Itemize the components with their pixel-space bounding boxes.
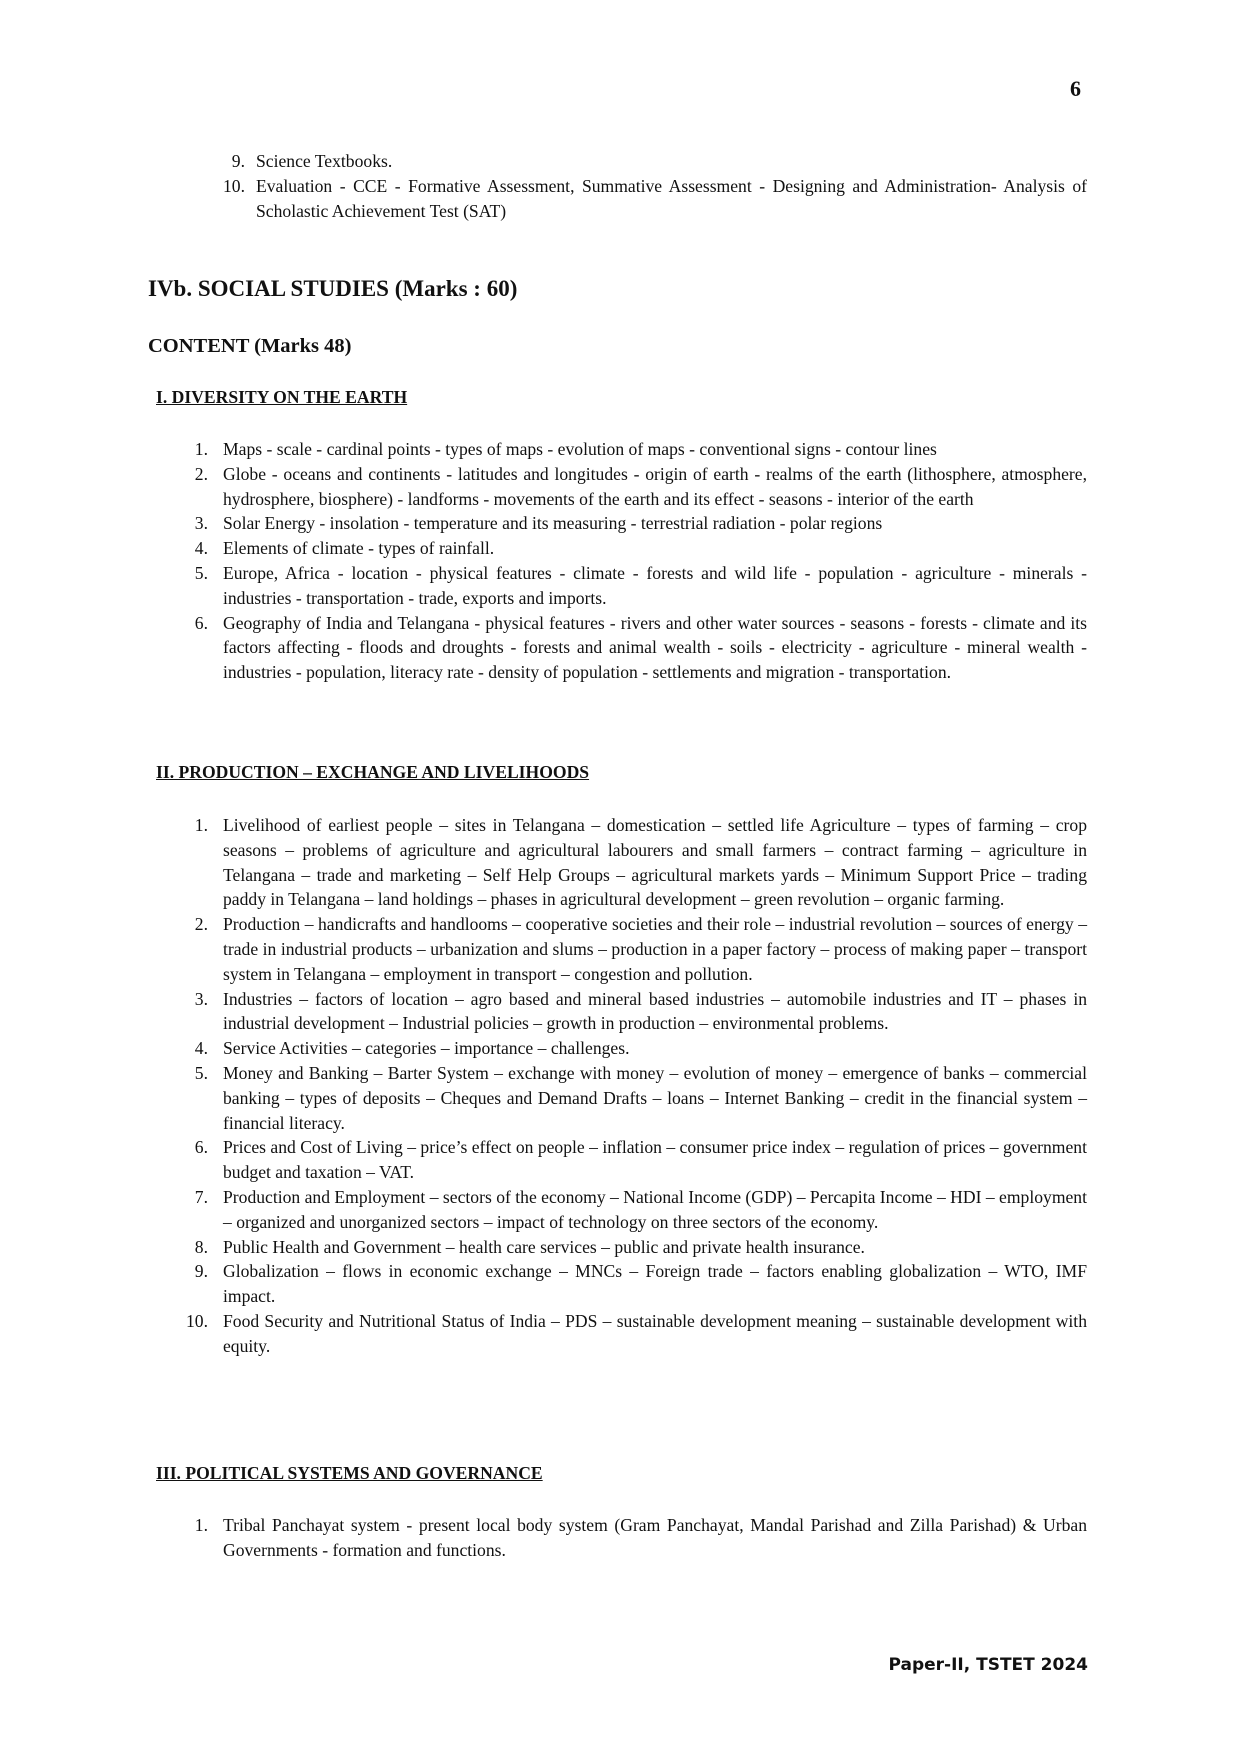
list-item-text: Geography of India and Telangana - physical features - rivers and other water sources - seasons - forests - climate and its factors affecting - floods and droughts - forests and animal wealth - soils - electricity - agriculture - mineral wealth - industries - population, literacy rate - density of population - settlements and migration - transportation.	[223, 612, 1087, 683]
list-item	[190, 1036, 1087, 1061]
list-item-text: Elements of climate - types of rainfall.	[223, 538, 495, 559]
list-item	[190, 813, 1087, 912]
list-item	[190, 1513, 1087, 1563]
section-title-political: III. POLITICAL SYSTEMS AND GOVERNANCE	[156, 1463, 543, 1483]
list-item-number: 4.	[194, 538, 208, 559]
list-item-number: 1.	[194, 815, 208, 835]
list-item-text: Production – handicrafts and handlooms – cooperative societies and their role – industrial revolution – sources of energy – trade in industrial products – urbanization and slums – production in a paper factory – process of making paper – transport system in Telangana – employment in transport – congestion and pollution.	[223, 914, 1087, 984]
list-item-text: Livelihood of earliest people – sites in Telangana – domestication – settled life Agriculture – types of farming – crop seasons – problems of agriculture and agricultural labourers and small farmers – contract farming – agriculture in Telangana – trade and marketing – Self Help Groups – agricultural markets yards – Minimum Support Price – trading paddy in Telangana – land holdings – phases in agricultural development – green revolution – organic farming.	[223, 815, 1087, 910]
list-item	[190, 1235, 1087, 1260]
list-item-text: Prices and Cost of Living – price’s effect on people – inflation – consumer price index – regulation of prices – government budget and taxation – VAT.	[223, 1137, 1087, 1183]
list-item	[190, 462, 1087, 512]
list-item	[223, 149, 1087, 174]
list-item-text: Evaluation - CCE - Formative Assessment, Summative Assessment - Designing and Administration- Analysis of Scholastic Achievement Test (SAT)	[256, 175, 1087, 221]
section-title-diversity: I. DIVERSITY ON THE EARTH	[156, 387, 408, 407]
section-list-political	[190, 1513, 1087, 1563]
page-title: IVb. SOCIAL STUDIES (Marks : 60)	[148, 276, 518, 301]
list-item-text: Europe, Africa - location - physical features - climate - forests and wild life - population - agriculture - minerals - industries - transportation - trade, exports and imports.	[223, 562, 1087, 608]
list-item-number: 8.	[194, 1236, 208, 1257]
list-item-number: 3.	[194, 513, 208, 534]
list-item-number: 9.	[231, 151, 245, 171]
section-list-production	[186, 813, 1087, 1359]
list-item	[190, 1061, 1087, 1135]
list-item	[223, 174, 1087, 224]
list-item-text: Science Textbooks.	[256, 151, 393, 171]
continued-list	[223, 149, 1087, 223]
list-item-number: 7.	[194, 1186, 208, 1207]
list-item-number: 1.	[194, 439, 208, 459]
page-footer: Paper-II, TSTET 2024	[888, 1655, 1088, 1675]
list-item-text: Solar Energy - insolation - temperature and its measuring - terrestrial radiation - polar regions	[223, 513, 883, 534]
list-item-number: 4.	[194, 1038, 208, 1059]
section-list-diversity	[190, 437, 1087, 685]
list-item	[190, 511, 1087, 536]
list-item-text: Service Activities – categories – importance – challenges.	[223, 1038, 630, 1059]
list-item	[190, 987, 1087, 1037]
list-item-text: Production and Employment – sectors of the economy – National Income (GDP) – Percapita Income – HDI – employment – organized and unorganized sectors – impact of technology on three sectors of the economy.	[223, 1186, 1087, 1232]
list-item	[186, 1309, 1087, 1359]
list-item-number: 2.	[194, 463, 208, 484]
list-item-number: 10.	[186, 1310, 208, 1331]
list-item-text: Food Security and Nutritional Status of India – PDS – sustainable development meaning – sustainable development with equity.	[223, 1310, 1087, 1356]
list-item-text: Globalization – flows in economic exchange – MNCs – Foreign trade – factors enabling globalization – WTO, IMF impact.	[223, 1261, 1087, 1307]
list-item	[190, 611, 1087, 685]
content-heading: CONTENT (Marks 48)	[148, 335, 352, 357]
list-item-text: Tribal Panchayat system - present local body system (Gram Panchayat, Mandal Parishad and Zilla Parishad) & Urban Governments - formation and functions.	[223, 1515, 1087, 1560]
list-item-number: 3.	[194, 988, 208, 1009]
list-item	[190, 561, 1087, 611]
list-item	[190, 1135, 1087, 1185]
list-item	[190, 1259, 1087, 1309]
list-item-number: 1.	[194, 1515, 208, 1535]
list-item-text: Maps - scale - cardinal points - types of maps - evolution of maps - conventional signs - contour lines	[223, 439, 937, 459]
list-item-number: 10.	[223, 175, 245, 196]
list-item-text: Globe - oceans and continents - latitudes and longitudes - origin of earth - realms of the earth (lithosphere, atmosphere, hydrosphere, biosphere) - landforms - movements of the earth and its effect - seasons - interior of the earth	[223, 463, 1087, 509]
list-item	[190, 912, 1087, 986]
list-item-number: 9.	[194, 1261, 208, 1282]
list-item-number: 6.	[194, 1137, 208, 1158]
list-item-number: 5.	[194, 1062, 208, 1083]
list-item-number: 2.	[194, 914, 208, 935]
list-item	[190, 437, 1087, 462]
list-item	[190, 536, 1087, 561]
list-item-number: 5.	[194, 562, 208, 583]
list-item	[190, 1185, 1087, 1235]
list-item-text: Money and Banking – Barter System – exchange with money – evolution of money – emergence of banks – commercial banking – types of deposits – Cheques and Demand Drafts – loans – Internet Banking – credit in the financial system – financial literacy.	[223, 1062, 1087, 1133]
list-item-text: Industries – factors of location – agro based and mineral based industries – automobile industries and IT – phases in industrial development – Industrial policies – growth in production – environmental problems.	[223, 988, 1087, 1034]
list-item-number: 6.	[194, 612, 208, 633]
page-number: 6	[1070, 76, 1081, 101]
list-item-text: Public Health and Government – health care services – public and private health insurance.	[223, 1236, 865, 1257]
section-title-production: II. PRODUCTION – EXCHANGE AND LIVELIHOODS	[156, 762, 590, 782]
